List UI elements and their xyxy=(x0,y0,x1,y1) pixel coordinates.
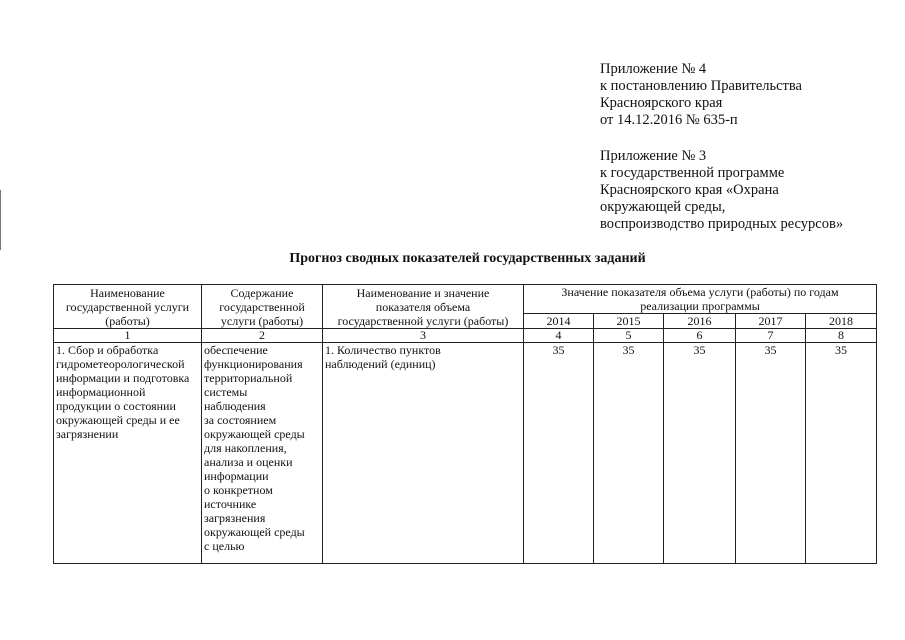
cell-text: информации xyxy=(204,469,269,483)
document-title: Прогноз сводных показателей государственных заданий xyxy=(289,251,646,266)
cell-text: 1. Количество пунктов xyxy=(325,343,441,357)
column-number: 6 xyxy=(664,329,736,343)
cell-text: с целью xyxy=(204,539,245,553)
service-name-cell xyxy=(54,343,202,564)
header-year: 2014 xyxy=(524,314,594,329)
table-row xyxy=(54,343,877,564)
header-year: 2016 xyxy=(664,314,736,329)
header-text: (работы) xyxy=(105,313,150,328)
cell-text: территориальной xyxy=(204,371,293,385)
cell-text: загрязнения xyxy=(204,511,266,525)
annex-4-line: Красноярского края xyxy=(600,95,723,111)
header-text: Значение показателя объема услуги (работы) по годам xyxy=(561,285,839,299)
column-number: 1 xyxy=(54,329,202,343)
cell-text: для накопления, xyxy=(204,441,287,455)
value-cell: 35 xyxy=(524,343,594,564)
cell-text: о конкретном xyxy=(204,483,273,497)
cell-text: продукции о состоянии xyxy=(56,399,176,413)
cell-text: окружающей среды xyxy=(204,427,305,441)
cell-text: 1. Сбор и обработка xyxy=(56,343,159,357)
header-text: государственной xyxy=(219,299,305,314)
column-number: 2 xyxy=(202,329,323,343)
header-text: государственной услуги (работы) xyxy=(337,313,509,328)
annex-3-line: воспроизводство природных ресурсов» xyxy=(600,216,844,232)
header-text: государственной услуги xyxy=(65,299,190,314)
column-number: 8 xyxy=(806,329,877,343)
indicator-cell xyxy=(323,343,524,564)
header-year: 2015 xyxy=(594,314,664,329)
header-text: показателя объема xyxy=(375,299,471,314)
annex-3-line: окружающей среды, xyxy=(600,199,726,215)
cell-text: окружающей среды xyxy=(204,525,305,539)
cell-text: источнике xyxy=(204,497,257,511)
indicators-table xyxy=(53,284,877,564)
column-number: 7 xyxy=(736,329,806,343)
annex-3-line: Красноярского края «Охрана xyxy=(600,182,779,198)
content-cell xyxy=(202,343,323,564)
value-cell: 35 xyxy=(806,343,877,564)
cell-text: обеспечение xyxy=(204,343,268,357)
cell-text: окружающей среды и ее xyxy=(56,413,180,427)
annex-4-line: Приложение № 4 xyxy=(600,61,707,77)
header-content xyxy=(202,285,323,329)
cell-text: анализа и оценки xyxy=(204,455,293,469)
column-number: 4 xyxy=(524,329,594,343)
cell-text: информационной xyxy=(56,385,146,399)
cell-text: загрязнении xyxy=(56,427,119,441)
header-year: 2018 xyxy=(806,314,877,329)
cell-text: за состоянием xyxy=(204,413,277,427)
annex-3-line: Приложение № 3 xyxy=(600,148,707,164)
cell-text: системы xyxy=(204,385,248,399)
cell-text: наблюдения xyxy=(204,399,266,413)
annex-3-block xyxy=(600,148,843,233)
header-text: Наименование и значение xyxy=(356,285,490,300)
header-text: услуги (работы) xyxy=(220,313,304,328)
header-text: реализации программы xyxy=(640,299,760,313)
cell-text: гидрометеорологической xyxy=(56,357,185,371)
scan-edge-line xyxy=(0,190,1,250)
cell-text: наблюдений (единиц) xyxy=(325,357,436,371)
header-indicator xyxy=(323,285,524,329)
column-number: 5 xyxy=(594,329,664,343)
header-value-group xyxy=(524,285,877,314)
header-text: Содержание xyxy=(230,285,294,300)
header-service-name xyxy=(54,285,202,329)
header-text: Наименование xyxy=(90,285,165,300)
column-number-row xyxy=(54,329,877,343)
value-cell: 35 xyxy=(664,343,736,564)
annex-4-block xyxy=(600,61,802,129)
annex-3-line: к государственной программе xyxy=(600,165,785,181)
cell-text: функционирования xyxy=(204,357,303,371)
value-cell: 35 xyxy=(736,343,806,564)
annex-4-line: от 14.12.2016 № 635-п xyxy=(600,112,738,128)
header-year: 2017 xyxy=(736,314,806,329)
value-cell: 35 xyxy=(594,343,664,564)
column-number: 3 xyxy=(323,329,524,343)
annex-4-line: к постановлению Правительства xyxy=(600,78,802,94)
cell-text: информации и подготовка xyxy=(56,371,190,385)
